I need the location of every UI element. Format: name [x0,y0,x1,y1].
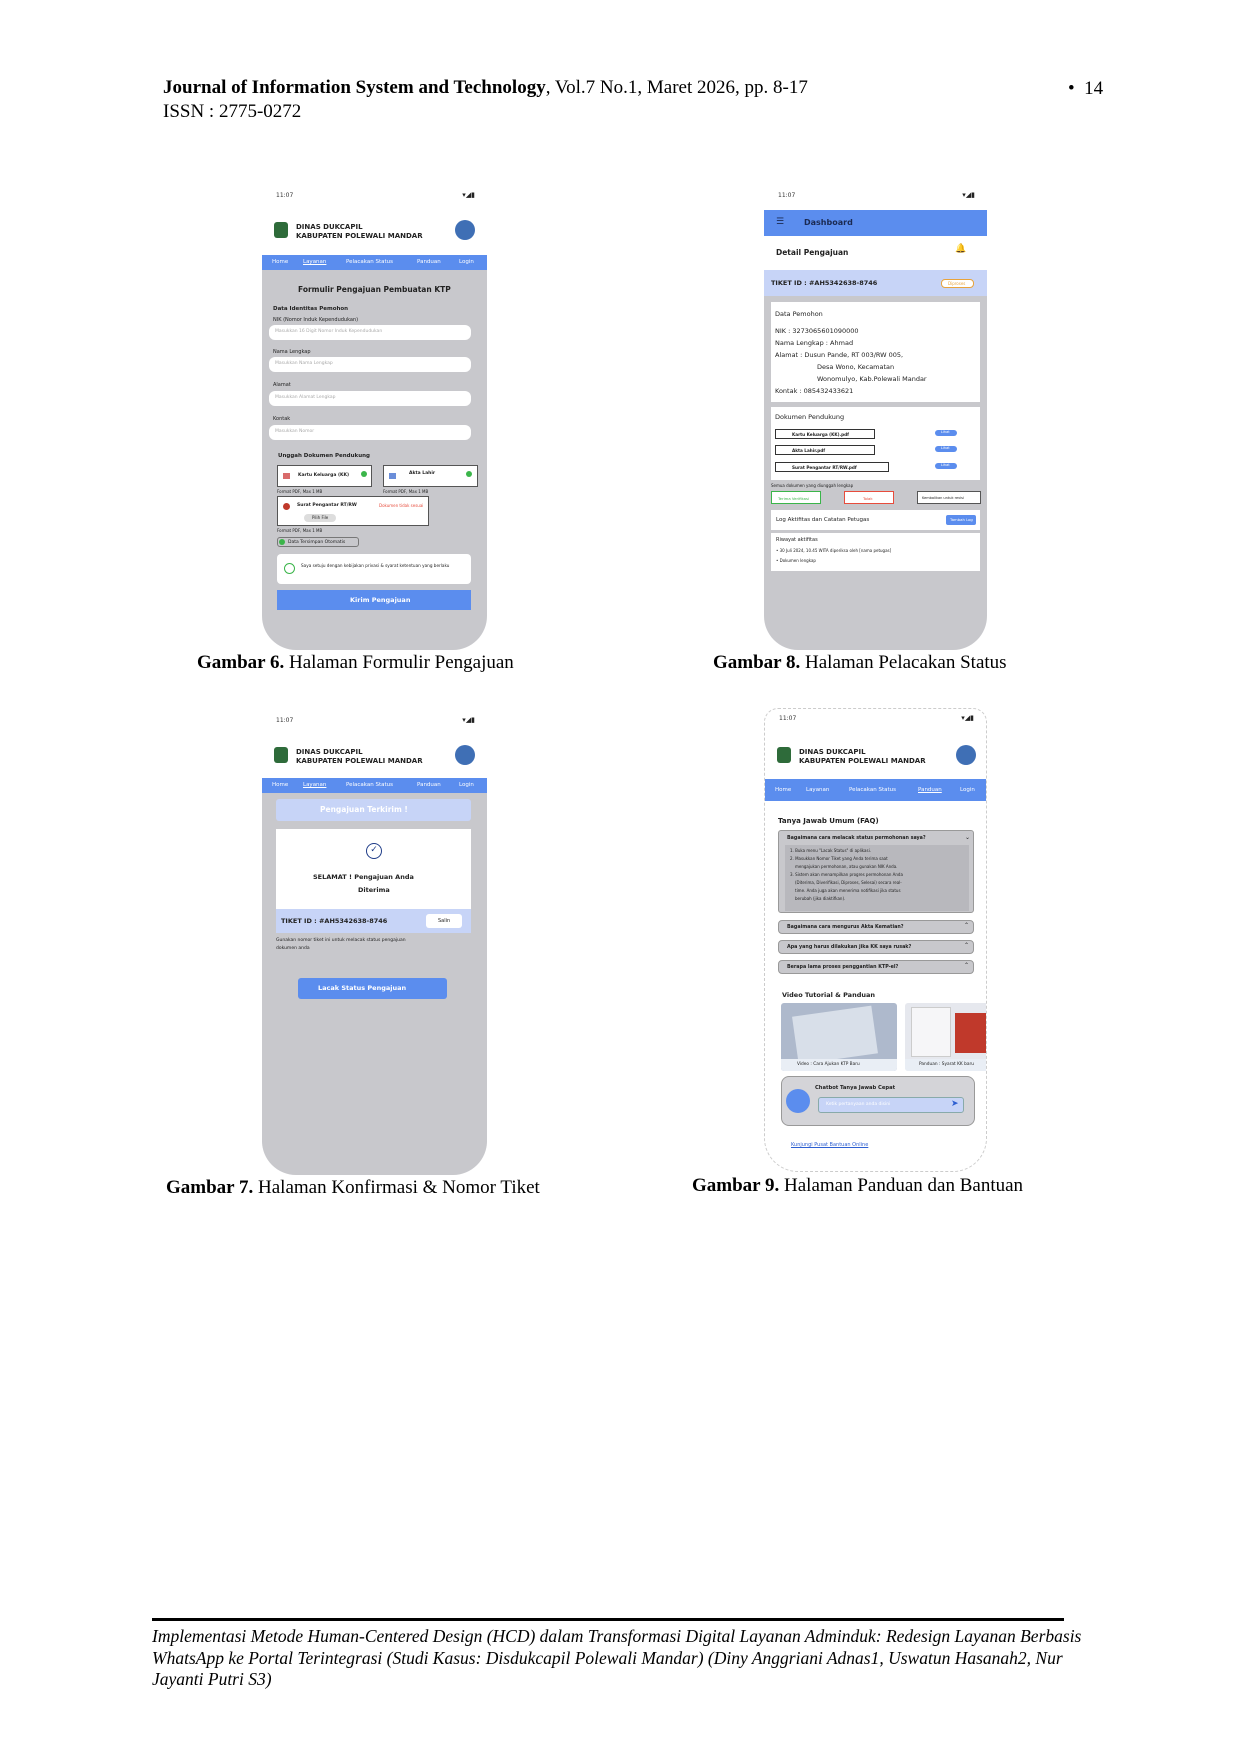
documents-title: Dokumen Pendukung [775,413,845,421]
nav-layanan[interactable]: Layanan [303,782,327,788]
check-icon [361,471,367,477]
caption-fig9-label: Gambar 9. [692,1175,780,1196]
pick-file-button[interactable] [304,514,336,522]
caption-fig7 [166,1177,540,1199]
doc-rt-card[interactable] [277,496,429,526]
chevron-up-icon[interactable]: ⌃ [964,922,970,929]
nav-layanan[interactable]: Layanan [303,259,327,265]
status-time: 11:07 [276,717,294,724]
applicant-address3: Wonomulyo, Kab.Polewali Mandar [817,375,927,383]
applicant-contact: Kontak : 085432433621 [775,387,854,395]
phone-confirmation [262,711,487,1175]
nav-tracking[interactable]: Pelacakan Status [849,787,897,793]
doc-kk-card[interactable] [277,465,372,487]
nav-tracking[interactable]: Pelacakan Status [346,782,394,788]
footer-rule [152,1618,1064,1621]
video1-card[interactable] [781,1003,897,1071]
video2-card[interactable] [905,1003,987,1071]
faq-q3: Apa yang harus dilakukan jika KK saya rusak? [787,945,912,950]
applicant-card [771,302,980,402]
video2-label-bar [905,1059,987,1071]
menu-icon[interactable]: ☰ [776,217,785,227]
nav-home[interactable]: Home [775,787,792,793]
file-icon [389,473,396,479]
send-icon[interactable]: ➤ [951,1099,959,1109]
doc-akta-label: Akta Lahir [409,471,436,476]
footer-citation: Implementasi Metode Human-Centered Design (HCD) dalam Transformasi Digital Layanan Adminduk: Redesign Layanan Berbasis WhatsApp ke Portal Terintegrasi (Studi Kasus: Disdukcapil Polewali Mandar) (Diny Anggriani Adnas1, Uswatun Hasanah2, Nur Jayanti Putri S3) [152,1626,1082,1689]
nav-layanan[interactable]: Layanan [806,787,830,793]
accept-button[interactable] [771,491,821,504]
chatbot-input[interactable] [818,1097,964,1113]
caption-fig7-label: Gambar 7. [166,1177,254,1198]
status-icons: ▾◢▮ [462,716,475,724]
faq-item-2[interactable] [778,920,974,934]
caption-fig6 [197,652,514,674]
nav-login[interactable]: Login [459,259,474,265]
log-header [771,510,980,530]
view-label: Lihat [941,430,950,434]
error-file-icon [283,503,290,510]
upload-title: Unggah Dokumen Pendukung [278,453,370,459]
view-label: Lihat [941,446,950,450]
applicant-address1: Alamat : Dusun Pande, RT 003/RW 005, [775,351,904,359]
autosave-label: Data Tersimpan Otomatis [288,540,346,545]
journal-title: Journal of Information System and Technology [163,77,546,98]
documents-card [771,407,980,480]
nav-bar [262,778,487,793]
logo-icon [274,222,288,238]
address-label: Alamat [273,382,291,388]
phone-tracking [764,186,987,650]
applicant-title: Data Pemohon [775,310,823,318]
logo-icon [777,747,791,763]
nav-home[interactable]: Home [272,782,289,788]
faq-q1: Bagaimana cara melacak status permohonan saya? [787,836,926,841]
copy-label: Salin [438,918,451,924]
accept-label: Terima Verifikasi [778,496,809,501]
agency-line1: DINAS DUKCAPIL [799,748,866,756]
doc-kk-name: Kartu Keluarga (KK).pdf [792,432,849,437]
history-card: Riwayat aktifitas • 30 Juli 2024, 10.45 WITA diperiksa oleh [nama petugas] • Dokumen lengkap [771,533,980,571]
ticket-bar [764,270,987,296]
chevron-up-icon[interactable]: ⌃ [964,942,970,949]
avatar[interactable] [455,220,475,240]
doc-rt-label: Surat Pengantar RT/RW [297,503,357,508]
faq-item-open[interactable] [778,830,974,913]
faq-a1-line: (Diterima, Diverifikasi, Diproses, Selesai) secara real- [795,880,902,885]
view-kk-button[interactable] [935,430,957,436]
dashboard-bar [764,210,987,236]
video-title: Video Tutorial & Panduan [782,991,875,999]
faq-item-3[interactable] [778,940,974,954]
log-title: Log Aktifitas dan Catatan Petugas [776,517,870,523]
address-placeholder: Masukkan Alamat Lengkap [275,395,336,400]
status-time: 11:07 [779,715,797,722]
agency-line2: KABUPATEN POLEWALI MANDAR [799,757,926,765]
view-akta-button[interactable] [935,446,957,452]
caption-fig9-text: Halaman Panduan dan Bantuan [779,1175,1024,1196]
reject-button[interactable] [844,491,894,504]
nav-home[interactable]: Home [272,259,289,265]
form-title: Formulir Pengajuan Pembuatan KTP [298,285,451,294]
caption-fig8-text: Halaman Pelacakan Status [800,652,1007,673]
figure-6 [262,186,487,650]
add-log-button[interactable] [946,515,976,525]
faq-q4: Berapa lama proses penggantian KTP-el? [787,965,899,970]
faq-title: Tanya Jawab Umum (FAQ) [778,817,879,825]
caption-fig6-text: Halaman Formulir Pengajuan [284,652,514,673]
autosave-badge [277,537,359,547]
history-item2: Dokumen lengkap [779,558,816,563]
name-placeholder: Masukkan Nama Lengkap [275,361,333,366]
section-identity: Data Identitas Pemohon [273,306,349,312]
phone-form [262,186,487,650]
revise-button[interactable] [917,491,981,504]
agree-check-icon[interactable] [284,563,295,574]
nav-login[interactable]: Login [960,787,975,793]
applicant-name: Nama Lengkap : Ahmad [775,339,854,347]
nav-guide[interactable]: Panduan [918,787,942,793]
video1-label: Video : Cara Ajukan KTP Baru [797,1062,860,1067]
track-status-button[interactable] [298,978,447,999]
tracking-body [764,270,987,650]
agree-text: Saya setuju dengan kebijakan privasi & syarat ketentuan yang berlaku [301,563,450,568]
doc-akta-format: Format PDF, Max 1 MB [383,489,429,494]
issn: ISSN : 2775-0272 [163,101,302,122]
reject-label: Tolak [863,496,873,501]
agency-line1: DINAS DUKCAPIL [296,223,363,231]
caption-fig6-label: Gambar 6. [197,652,285,673]
caption-fig9 [692,1175,1023,1197]
address-input[interactable] [269,391,471,406]
applicant-nik: NIK : 3273065601090000 [775,327,859,335]
status-time: 11:07 [778,192,796,199]
ktp-thumbnail [792,1006,878,1065]
caption-fig7-text: Halaman Konfirmasi & Nomor Tiket [253,1177,540,1198]
revise-label: Kembalikan untuk revisi [922,496,964,500]
agreement-box[interactable] [277,554,471,584]
doc-akta-name: Akta Lahir.pdf [792,448,826,453]
status-icons: ▾◢▮ [462,191,475,199]
submit-button[interactable] [277,590,471,610]
submit-label: Kirim Pengajuan [350,596,411,604]
check-icon [466,471,472,477]
nik-input[interactable] [269,325,471,340]
page-number-value: 14 [1084,78,1104,99]
caption-fig8-label: Gambar 8. [713,652,801,673]
detail-title: Detail Pengajuan [776,248,849,257]
figure-8 [764,186,987,650]
view-label: Lihat [941,463,950,467]
doc-kk-format: Format PDF, Max 1 MB [277,489,323,494]
status-badge [941,279,974,288]
bell-icon[interactable]: 🔔 [955,244,967,254]
logo-icon [274,747,288,763]
ticket-note2: dokumen anda [276,946,310,951]
faq-a1-line: 2. Masukkan Nomor Tiket yang Anda terima saat [790,856,888,861]
nav-bar [765,779,987,801]
success-banner-label: Pengajuan Terkirim ! [320,805,408,814]
status-icons: ▾◢▮ [961,714,974,722]
doc-rt-row[interactable] [775,462,889,472]
faq-q2: Bagaimana cara mengurus Akta Kematian? [787,925,904,930]
nav-bar [262,255,487,270]
ticket-id: TIKET ID : #AH5342638-8746 [771,279,878,287]
video2-label: Panduan : Syarat KK baru [919,1062,974,1067]
doc-rt-name: Surat Pengantar RT/RW.pdf [792,465,857,470]
avatar[interactable] [455,745,475,765]
doc-rt-status: Dokumen tidak sesuai [379,503,424,508]
doc-thumbnail [911,1007,951,1057]
journal-issue: , Vol.7 No.1, Maret 2026, pp. 8-17 [545,77,808,98]
congrats-line1: SELAMAT ! Pengajuan Anda [313,873,414,881]
faq-a1-line: time. Anda juga akan menerima notifikasi jika status [795,888,901,893]
congrats-line2: Diterima [358,886,390,894]
check-circle-icon: ✓ [366,843,382,859]
faq-a1-line: 1. Buka menu "Lacak Status" di aplikasi. [790,848,871,853]
file-icon [283,473,290,479]
chevron-down-icon[interactable]: ⌄ [965,834,971,841]
add-log-label: Tambah Log [950,517,973,522]
video1-label-bar [781,1059,897,1071]
doc-akta-card[interactable] [383,465,478,487]
faq-item-4[interactable] [778,960,974,974]
faq-a1-line: mengajukan permohonan, atau gunakan NIK Anda. [795,864,898,869]
figure-9 [764,708,987,1172]
doc-akta-row[interactable] [775,445,875,455]
chatbot-icon [786,1089,810,1113]
confirmation-body [262,793,487,1175]
ticket-bar [276,909,471,933]
avatar[interactable] [956,745,976,765]
doc-rt-format: Format PDF, Max 1 MB [277,528,323,533]
copy-button[interactable] [426,914,462,928]
chatbot-card [781,1076,975,1126]
contact-input[interactable] [269,425,471,440]
faq-a1-line: 3. Sistem akan menampilkan progres permohonan Anda [790,872,903,877]
bullet: • [1068,78,1075,99]
figure-7 [262,711,487,1175]
nav-guide[interactable]: Panduan [417,782,441,788]
view-rt-button[interactable] [935,463,957,469]
chatbot-placeholder: Ketik pertanyaan anda disini [826,1102,891,1107]
faq-a1-line: berubah (jika diaktifkan). [795,896,846,901]
history-title: Riwayat aktifitas [776,537,818,543]
status-badge-label: Diproses [948,281,966,286]
nik-placeholder: Masukkan 16 Digit Nomor Induk Kependudukan [275,329,383,334]
form-body [262,270,487,650]
status-icons: ▾◢▮ [962,191,975,199]
doc-kk-label: Kartu Keluarga (KK) [298,473,350,478]
nav-login[interactable]: Login [459,782,474,788]
contact-placeholder: Masukkan Nomor [275,429,315,434]
documents-note: Semua dokumen yang diunggah lengkap [771,483,854,488]
nik-label: NIK (Nomor Induk Kependudukan) [273,317,359,323]
doc-kk-row[interactable] [775,429,875,439]
success-banner [276,799,471,821]
nav-guide[interactable]: Panduan [417,259,441,265]
pick-file-label: Pilih File [312,515,329,520]
ticket-id: TIKET ID : #AH5342638-8746 [281,917,388,925]
ticket-note1: Gunakan nomor tiket ini untuk melacak status pengajuan [276,938,406,943]
journal-header [163,76,808,100]
help-center-link[interactable]: Kunjungi Pusat Bantuan Online [791,1142,869,1148]
contact-label: Kontak [273,416,291,422]
nav-tracking[interactable]: Pelacakan Status [346,259,394,265]
phone-help [764,708,987,1172]
caption-fig8 [713,652,1007,674]
name-input[interactable] [269,357,471,372]
track-status-label: Lacak Status Pengajuan [318,984,407,992]
faq-answer [785,845,969,911]
doc-thumbnail-red [955,1013,987,1053]
dashboard-title: Dashboard [804,218,853,227]
status-time: 11:07 [276,192,294,199]
congrats-card [276,829,471,909]
chatbot-title: Chatbot Tanya Jawab Cepat [815,1085,896,1091]
agency-line2: KABUPATEN POLEWALI MANDAR [296,757,423,765]
history-item1: 30 Juli 2024, 10.45 WITA diperiksa oleh [nama petugas] [779,548,892,553]
agency-line1: DINAS DUKCAPIL [296,748,363,756]
chevron-up-icon[interactable]: ⌃ [964,962,970,969]
applicant-address2: Desa Wono, Kecamatan [817,363,895,371]
page-number [1068,78,1103,100]
agency-line2: KABUPATEN POLEWALI MANDAR [296,232,423,240]
name-label: Nama Lengkap [273,349,311,355]
